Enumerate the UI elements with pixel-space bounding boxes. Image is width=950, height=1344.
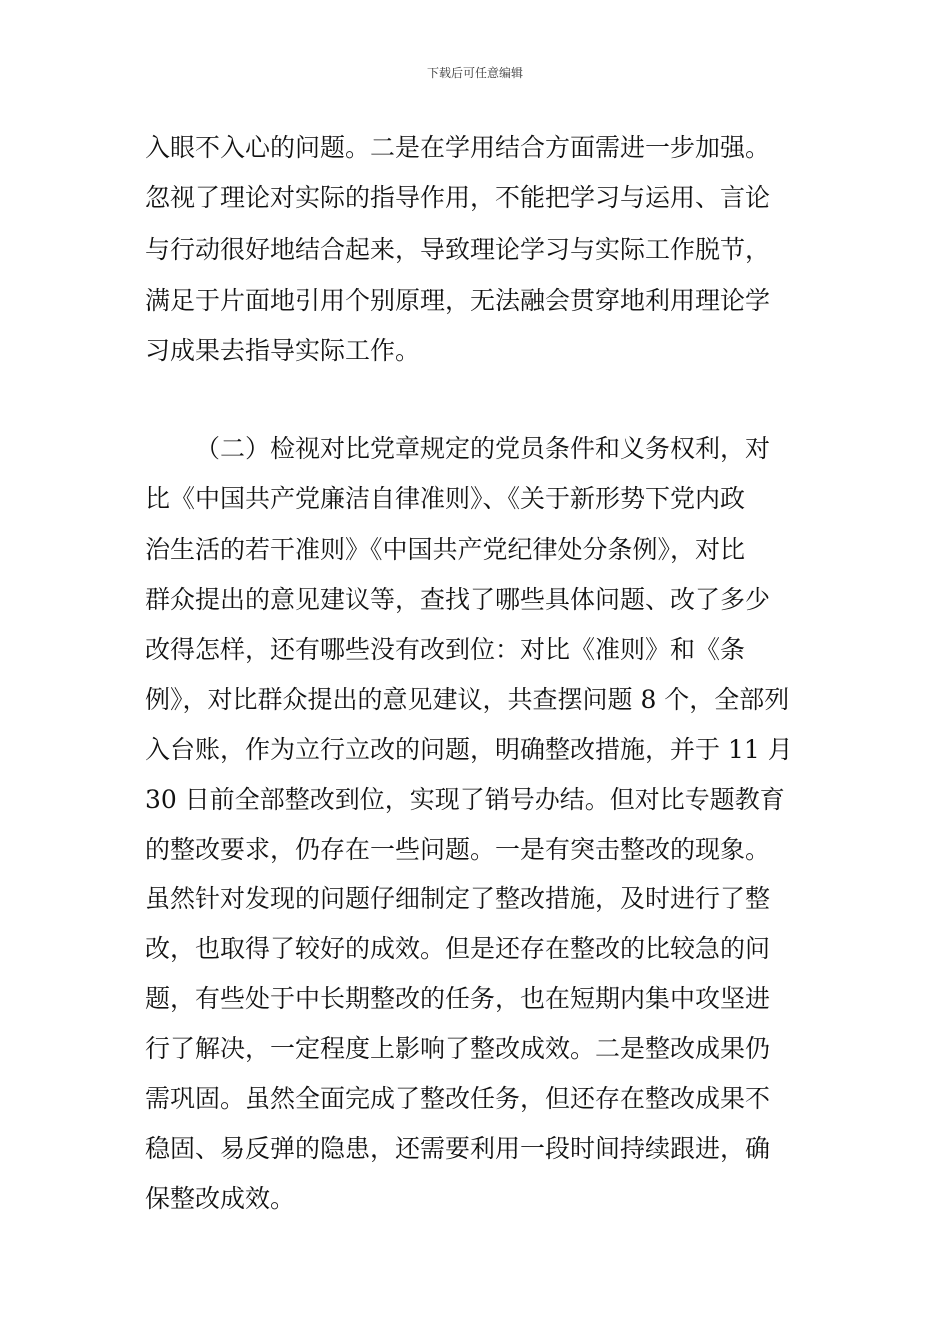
- paragraph-1-line-1: 入眼不入心的问题。二是在学用结合方面需进一步加强。: [145, 133, 771, 162]
- paragraph-2-line-1: （二）检视对比党章规定的党员条件和义务权利，对: [195, 434, 771, 463]
- paragraph-2-line-16: 保整改成效。: [145, 1184, 296, 1213]
- paragraph-2-line-5: 改得怎样，还有哪些没有改到位：对比《准则》和《条: [145, 635, 746, 664]
- paragraph-2-line-8: 30 日前全部整改到位，实现了销号办结。但对比专题教育: [145, 785, 785, 814]
- paragraph-2-line-7: 入台账，作为立行立改的问题，明确整改措施，并于 11 月: [145, 735, 793, 764]
- paragraph-2-line-14: 需巩固。虽然全面完成了整改任务，但还存在整改成果不: [145, 1084, 771, 1113]
- paragraph-1-line-3: 与行动很好地结合起来，导致理论学习与实际工作脱节，: [145, 235, 771, 264]
- paragraph-2-line-15: 稳固、易反弹的隐患，还需要利用一段时间持续跟进，确: [145, 1134, 771, 1163]
- paragraph-2-line-2: 比《中国共产党廉洁自律准则》、《关于新形势下党内政: [145, 484, 746, 513]
- page-header: 下载后可任意编辑: [426, 66, 523, 80]
- paragraph-2-line-12: 题，有些处于中长期整改的任务，也在短期内集中攻坚进: [145, 984, 771, 1013]
- paragraph-1-line-4: 满足于片面地引用个别原理，无法融会贯穿地利用理论学: [145, 286, 771, 315]
- paragraph-2-line-4: 群众提出的意见建议等，查找了哪些具体问题、改了多少: [145, 585, 771, 614]
- paragraph-2-line-11: 改，也取得了较好的成效。但是还存在整改的比较急的问: [145, 934, 771, 963]
- paragraph-1-line-2: 忽视了理论对实际的指导作用，不能把学习与运用、言论: [145, 183, 771, 212]
- paragraph-2-line-10: 虽然针对发现的问题仔细制定了整改措施，及时进行了整: [145, 884, 771, 913]
- paragraph-2-line-13: 行了解决，一定程度上影响了整改成效。二是整改成果仍: [145, 1034, 771, 1063]
- paragraph-2-line-6: 例》，对比群众提出的意见建议，共查摆问题 8 个，全部列: [145, 685, 790, 714]
- paragraph-2-line-9: 的整改要求，仍存在一些问题。一是有突击整改的现象。: [145, 835, 771, 864]
- paragraph-1-line-5: 习成果去指导实际工作。: [145, 336, 421, 365]
- paragraph-2-line-3: 治生活的若干准则》《中国共产党纪律处分条例》，对比: [145, 535, 746, 564]
